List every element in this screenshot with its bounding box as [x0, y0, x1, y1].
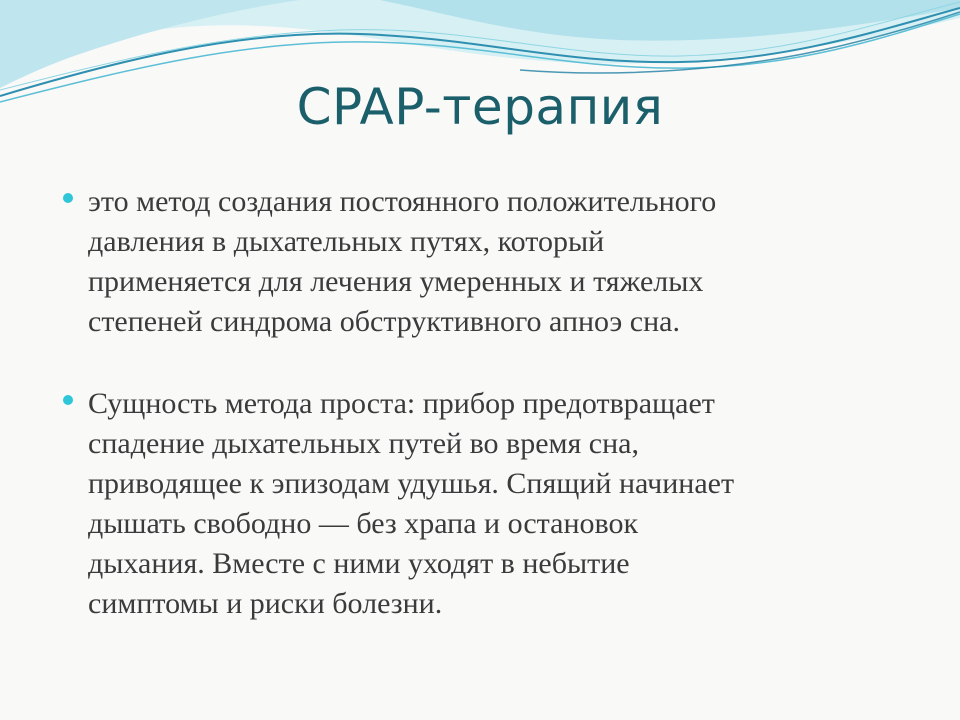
- slide-title: CPAP-терапия: [296, 78, 664, 136]
- bullet-text: это метод создания постоянного положительного давления в дыхательных путях, который применяется для лечения умеренных и тяжелых степеней синдрома обструктивного апноэ сна.: [88, 185, 717, 338]
- bullet-item-essence: [60, 384, 920, 624]
- bullet-dot-icon: [63, 193, 73, 203]
- bullet-item-definition: [60, 182, 920, 342]
- bullet-dot-icon: [63, 395, 73, 405]
- bullet-text: Сущность метода проста: прибор предотвращает спадение дыхательных путей во время сна, приводящее к эпизодам удушья. Спящий начинает дышать свободно — без храпа и остановок дыхания. Вместе с ними уходят в небытие симптомы и риски болезни.: [88, 387, 735, 620]
- bullet-list: [60, 182, 920, 624]
